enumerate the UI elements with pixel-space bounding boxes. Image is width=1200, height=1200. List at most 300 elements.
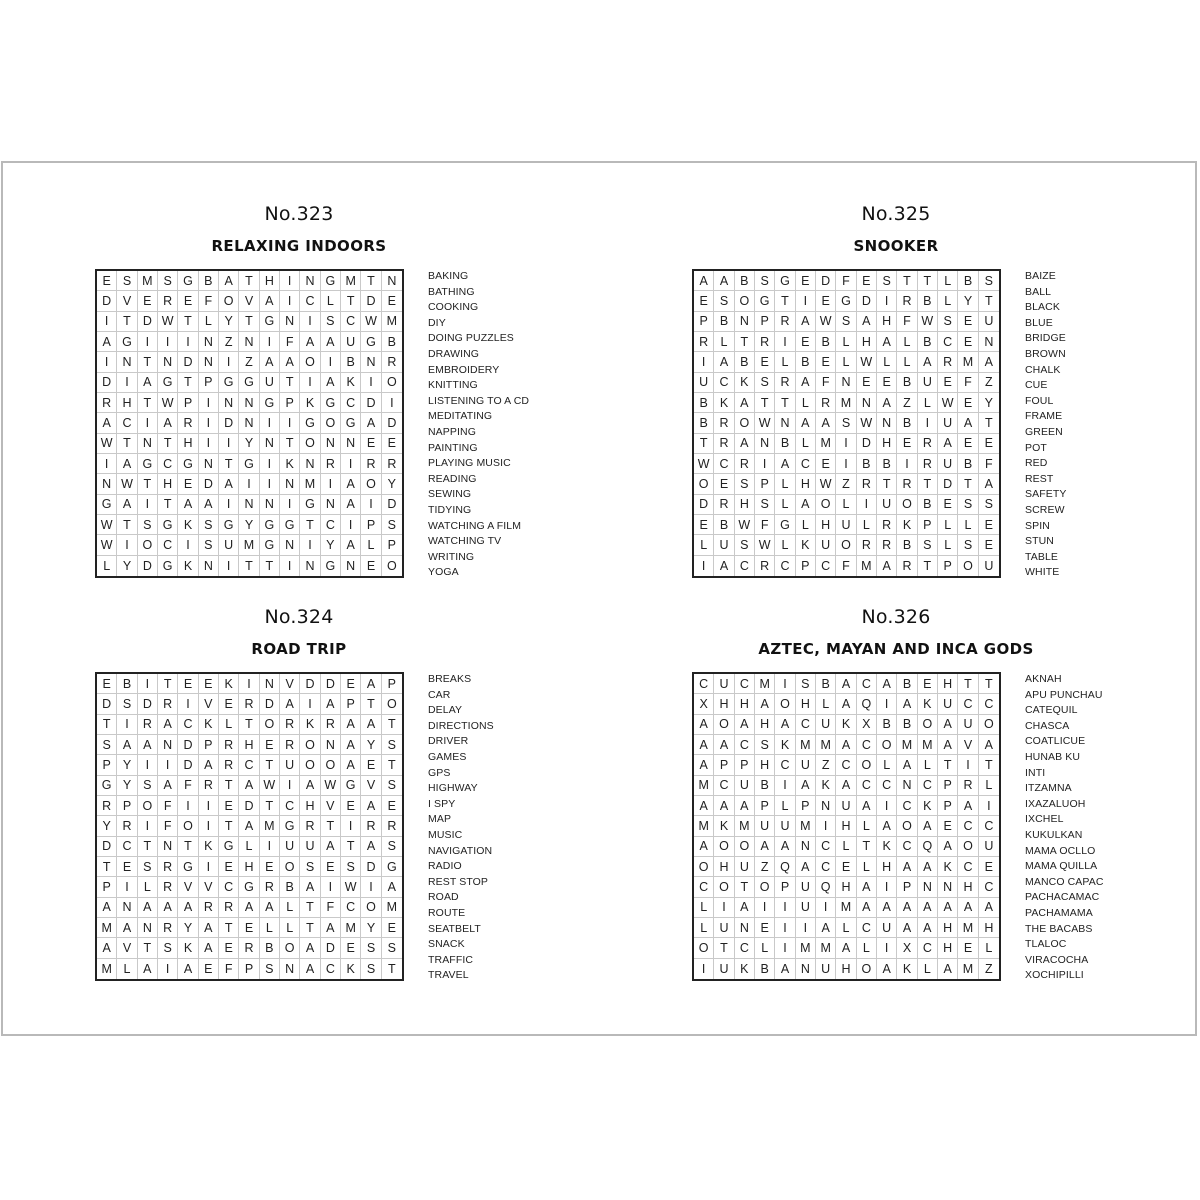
grid-cell: A [857,898,877,918]
word-list-item: APU PUNCHAU [1025,688,1103,701]
grid-cell: E [979,515,999,535]
grid-cell: N [138,918,158,938]
grid-cell: I [219,434,239,454]
grid-cell: E [117,857,137,877]
word-list-item: FOUL [1025,394,1054,407]
grid-cell: D [361,393,381,413]
grid-cell: I [300,694,320,714]
grid-cell: K [775,735,795,755]
word-list-item: MAMA OCLLO [1025,844,1096,857]
grid-cell: P [97,877,117,897]
word-list-item: SEATBELT [428,922,481,935]
grid-cell: B [341,352,361,372]
grid-cell: R [158,877,178,897]
grid-cell: A [361,413,381,433]
grid-cell: I [300,373,320,393]
grid-cell: S [714,291,734,311]
grid-cell: E [694,291,714,311]
grid-cell: D [694,495,714,515]
grid-cell: S [796,674,816,694]
grid-cell: H [735,694,755,714]
puzzle-title: SNOOKER [853,237,939,255]
grid-cell: I [117,877,137,897]
grid-cell: M [239,535,259,555]
grid-cell: B [897,715,917,735]
grid-cell: A [897,694,917,714]
grid-cell: L [836,837,856,857]
grid-cell: K [735,959,755,979]
grid-cell: E [958,312,978,332]
grid-cell: A [918,816,938,836]
grid-cell: O [280,857,300,877]
grid-cell: R [280,715,300,735]
grid-cell: U [714,918,734,938]
grid-cell: G [138,454,158,474]
grid-cell: L [219,715,239,735]
grid-cell: R [280,735,300,755]
grid-cell: R [714,413,734,433]
grid-cell: G [178,857,198,877]
grid-cell: B [260,938,280,958]
grid-cell: W [755,535,775,555]
puzzle-number: No.323 [264,203,334,225]
grid-cell: O [300,735,320,755]
word-list-item: NAVIGATION [428,844,493,857]
grid-cell: E [796,271,816,291]
grid-cell: B [694,413,714,433]
word-list-item: HUNAB KU [1025,750,1081,763]
grid-cell: B [958,271,978,291]
grid-cell: L [138,877,158,897]
grid-cell: C [321,515,341,535]
grid-cell: A [97,938,117,958]
grid-cell: O [897,816,917,836]
grid-cell: S [755,495,775,515]
grid-cell: N [321,735,341,755]
word-list-item: REST [1025,472,1054,485]
grid-cell: I [836,454,856,474]
word-list-item: HIGHWAY [428,782,478,795]
grid-cell: X [694,694,714,714]
grid-cell: Y [117,755,137,775]
grid-cell: G [239,454,259,474]
grid-cell: M [836,898,856,918]
grid-cell: B [714,312,734,332]
grid-cell: A [300,332,320,352]
grid-cell: C [857,735,877,755]
grid-cell: E [321,857,341,877]
grid-cell: E [178,291,198,311]
grid-cell: D [138,556,158,576]
grid-cell: H [938,674,958,694]
grid-cell: R [158,694,178,714]
grid-cell: S [755,271,775,291]
grid-cell: I [199,434,219,454]
letter-grid [95,269,404,578]
grid-cell: L [775,495,795,515]
grid-cell: U [300,837,320,857]
grid-cell: B [280,877,300,897]
grid-cell: P [199,735,219,755]
grid-cell: K [300,393,320,413]
grid-cell: E [918,674,938,694]
grid-cell: L [239,837,259,857]
grid-cell: L [97,556,117,576]
grid-cell: I [877,796,897,816]
grid-cell: L [918,959,938,979]
grid-cell: M [796,816,816,836]
grid-cell: E [341,674,361,694]
grid-cell: G [341,776,361,796]
grid-cell: U [796,898,816,918]
grid-cell: L [877,352,897,372]
grid-cell: A [219,271,239,291]
grid-cell: R [735,454,755,474]
grid-cell: A [321,332,341,352]
grid-cell: I [138,816,158,836]
grid-cell: F [280,332,300,352]
grid-cell: C [979,694,999,714]
grid-cell: L [918,393,938,413]
word-list-item: PLAYING MUSIC [428,457,511,470]
grid-cell: D [138,694,158,714]
grid-cell: D [321,674,341,694]
grid-cell: H [735,495,755,515]
grid-cell: A [796,857,816,877]
grid-cell: A [341,535,361,555]
grid-cell: R [97,393,117,413]
grid-cell: C [341,312,361,332]
grid-cell: E [938,495,958,515]
grid-cell: G [300,495,320,515]
grid-cell: Z [219,332,239,352]
grid-cell: K [199,715,219,735]
grid-cell: A [300,776,320,796]
grid-cell: N [796,837,816,857]
grid-cell: A [816,413,836,433]
grid-cell: I [199,413,219,433]
word-list-item: WHITE [1025,566,1060,579]
grid-cell: V [199,694,219,714]
grid-cell: W [321,776,341,796]
grid-cell: O [300,352,320,372]
grid-cell: G [117,332,137,352]
grid-cell: I [138,755,158,775]
grid-cell: T [979,291,999,311]
grid-cell: A [97,332,117,352]
grid-cell: O [857,959,877,979]
grid-cell: A [877,556,897,576]
word-list-item: SEWING [428,488,472,501]
grid-cell: K [300,715,320,735]
grid-cell: A [361,715,381,735]
grid-cell: B [897,413,917,433]
grid-cell: P [796,796,816,816]
grid-cell: A [857,877,877,897]
grid-cell: G [219,837,239,857]
grid-cell: D [382,495,402,515]
grid-cell: T [938,755,958,775]
grid-cell: A [714,271,734,291]
grid-cell: B [694,393,714,413]
grid-cell: F [178,776,198,796]
grid-cell: T [117,312,137,332]
word-list-item: CAR [428,688,451,701]
grid-cell: A [836,735,856,755]
grid-cell: S [877,271,897,291]
grid-cell: E [178,474,198,494]
grid-cell: T [300,918,320,938]
grid-cell: B [958,454,978,474]
grid-cell: O [694,857,714,877]
grid-cell: A [694,271,714,291]
grid-cell: A [979,352,999,372]
grid-cell: U [219,535,239,555]
grid-cell: H [755,715,775,735]
grid-cell: A [138,735,158,755]
grid-cell: C [857,918,877,938]
grid-cell: O [138,535,158,555]
grid-cell: P [755,312,775,332]
grid-cell: N [300,271,320,291]
grid-cell: P [775,877,795,897]
grid-cell: R [918,434,938,454]
grid-cell: V [178,877,198,897]
grid-cell: K [836,715,856,735]
grid-cell: A [341,474,361,494]
grid-cell: C [239,755,259,775]
grid-cell: E [755,352,775,372]
grid-cell: T [97,715,117,735]
grid-cell: T [958,674,978,694]
word-list-item: RED [1025,457,1048,470]
grid-cell: R [382,454,402,474]
grid-cell: R [199,776,219,796]
grid-cell: A [280,352,300,372]
grid-cell: A [219,474,239,494]
grid-cell: C [735,674,755,694]
grid-cell: U [735,776,755,796]
grid-cell: L [280,918,300,938]
grid-cell: L [775,352,795,372]
grid-cell: V [199,877,219,897]
grid-cell: F [219,959,239,979]
grid-cell: D [97,291,117,311]
grid-cell: P [938,796,958,816]
grid-cell: A [775,959,795,979]
grid-cell: A [918,857,938,877]
grid-cell: K [877,837,897,857]
grid-cell: U [775,816,795,836]
grid-cell: N [260,434,280,454]
grid-cell: W [857,352,877,372]
grid-cell: U [816,715,836,735]
word-list-item: CATEQUIL [1025,704,1078,717]
grid-cell: O [735,291,755,311]
grid-cell: E [958,434,978,454]
grid-cell: O [219,291,239,311]
word-list-item: EMBROIDERY [428,363,500,376]
grid-cell: T [735,332,755,352]
grid-cell: S [199,515,219,535]
grid-cell: A [361,674,381,694]
grid-cell: K [796,535,816,555]
grid-cell: I [755,454,775,474]
grid-cell: A [280,694,300,714]
grid-cell: S [958,495,978,515]
grid-cell: E [97,674,117,694]
grid-cell: S [979,495,999,515]
grid-cell: T [857,837,877,857]
word-list-item: COOKING [428,301,479,314]
grid-cell: I [755,898,775,918]
grid-cell: R [321,454,341,474]
grid-cell: W [260,776,280,796]
grid-cell: I [280,291,300,311]
word-list-item: PACHAMAMA [1025,906,1093,919]
grid-cell: M [958,959,978,979]
grid-cell: E [361,434,381,454]
grid-cell: M [97,959,117,979]
grid-cell: S [958,535,978,555]
grid-cell: T [158,434,178,454]
grid-cell: A [117,918,137,938]
grid-cell: H [260,271,280,291]
grid-cell: G [321,393,341,413]
grid-cell: O [382,373,402,393]
grid-cell: N [857,393,877,413]
grid-cell: H [239,735,259,755]
grid-cell: T [918,556,938,576]
grid-cell: F [836,556,856,576]
grid-cell: R [219,898,239,918]
word-list-item: IXCHEL [1025,813,1064,826]
word-list-item: PACHACAMAC [1025,891,1100,904]
grid-cell: I [138,674,158,694]
grid-cell: E [382,291,402,311]
grid-cell: I [219,352,239,372]
grid-cell: L [836,918,856,938]
grid-cell: L [816,694,836,714]
grid-cell: U [714,674,734,694]
grid-cell: S [97,735,117,755]
grid-cell: N [280,535,300,555]
grid-cell: A [816,918,836,938]
puzzle-number: No.325 [861,203,931,225]
grid-cell: C [857,674,877,694]
grid-cell: K [178,515,198,535]
grid-cell: R [158,918,178,938]
grid-cell: T [239,556,259,576]
grid-cell: I [816,898,836,918]
word-list-item: TLALOC [1025,938,1067,951]
word-list-item: WATCHING TV [428,535,502,548]
grid-cell: I [199,796,219,816]
grid-cell: V [117,291,137,311]
grid-cell: D [816,271,836,291]
grid-cell: A [239,776,259,796]
grid-cell: L [775,474,795,494]
grid-cell: G [361,332,381,352]
grid-cell: A [138,959,158,979]
grid-cell: N [219,393,239,413]
grid-cell: C [775,755,795,775]
grid-cell: I [158,755,178,775]
grid-cell: H [796,694,816,714]
grid-cell: H [877,434,897,454]
grid-cell: H [836,877,856,897]
grid-cell: S [199,535,219,555]
grid-cell: L [714,332,734,352]
grid-cell: P [382,674,402,694]
grid-cell: T [239,312,259,332]
grid-cell: N [280,474,300,494]
grid-cell: Y [178,918,198,938]
grid-cell: I [321,877,341,897]
grid-cell: L [796,515,816,535]
grid-cell: O [138,796,158,816]
grid-cell: A [158,715,178,735]
grid-cell: P [714,755,734,775]
grid-cell: H [836,816,856,836]
grid-cell: G [239,373,259,393]
grid-cell: T [280,373,300,393]
grid-cell: E [816,454,836,474]
grid-cell: I [796,918,816,938]
grid-cell: N [382,271,402,291]
grid-cell: U [280,755,300,775]
grid-cell: B [117,674,137,694]
grid-cell: A [341,715,361,735]
grid-cell: D [138,312,158,332]
grid-cell: V [958,735,978,755]
grid-cell: Y [979,393,999,413]
grid-cell: O [735,837,755,857]
grid-cell: H [979,918,999,938]
grid-cell: T [117,434,137,454]
grid-cell: E [796,332,816,352]
grid-cell: A [321,373,341,393]
grid-cell: E [178,674,198,694]
grid-cell: U [816,959,836,979]
grid-cell: S [382,776,402,796]
grid-cell: P [938,776,958,796]
word-list-item: BATHING [428,285,475,298]
grid-cell: K [199,837,219,857]
word-list-item: BLUE [1025,316,1053,329]
grid-cell: E [816,291,836,311]
grid-cell: L [361,535,381,555]
grid-cell: H [816,515,836,535]
grid-cell: A [775,454,795,474]
word-list-item: BREAKS [428,673,472,685]
grid-cell: E [958,332,978,352]
grid-cell: W [816,474,836,494]
grid-cell: A [178,898,198,918]
grid-cell: E [694,515,714,535]
grid-cell: L [857,816,877,836]
grid-cell: A [877,816,897,836]
grid-cell: N [199,352,219,372]
grid-cell: R [694,332,714,352]
grid-cell: A [260,352,280,372]
grid-cell: S [341,857,361,877]
grid-cell: H [836,959,856,979]
grid-cell: B [897,373,917,393]
grid-cell: W [158,393,178,413]
grid-cell: C [979,816,999,836]
grid-cell: A [877,674,897,694]
